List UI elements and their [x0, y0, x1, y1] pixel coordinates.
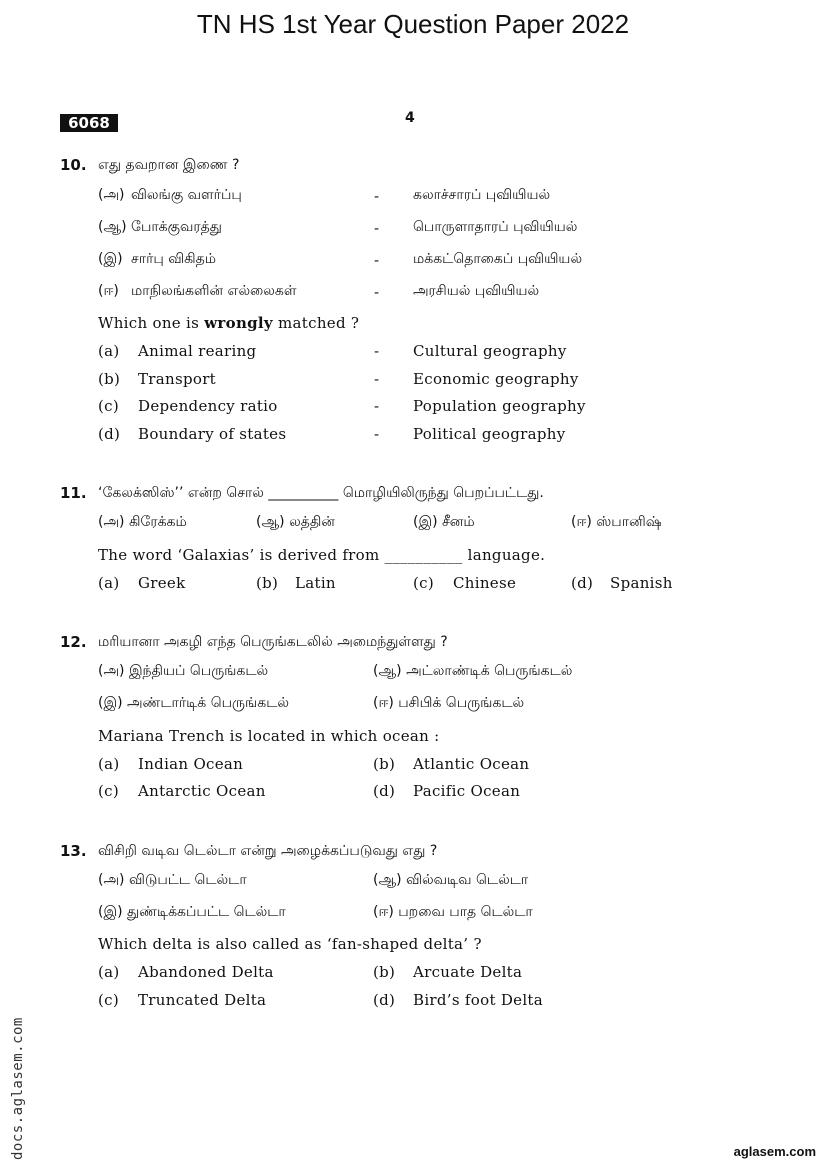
question-number: 10. — [60, 156, 87, 174]
option-text: ஸ்பானிஷ் — [596, 514, 662, 530]
dash: - — [374, 283, 380, 301]
option-label: (c) — [98, 782, 120, 800]
option-text: Abandoned Delta — [138, 963, 274, 981]
option-left: Boundary of states — [138, 425, 287, 443]
question-text-pre: Which one is — [98, 314, 205, 332]
option-text: Antarctic Ocean — [138, 782, 266, 800]
option-left: Transport — [138, 370, 217, 388]
question-text-emphasis: wrongly — [204, 314, 273, 332]
question-text-english — [98, 314, 359, 332]
option-left: விலங்கு வளர்ப்பு — [131, 187, 242, 203]
option-text: வில்வடிவ டெல்டா — [406, 872, 529, 888]
option-label: (c) — [98, 991, 120, 1009]
option-label: (c) — [98, 397, 120, 415]
option-text: Greek — [138, 574, 186, 592]
option-text: விடுபட்ட டெல்டா — [128, 872, 247, 888]
option-text: சீனம் — [442, 514, 475, 530]
option-label: (ஈ) — [571, 514, 592, 530]
option-label: (அ) — [98, 514, 125, 530]
option-label: (ஈ) — [98, 283, 119, 299]
dash: - — [374, 251, 380, 269]
option-tamil-c — [98, 695, 289, 713]
paper-code-badge: 6068 — [60, 114, 118, 132]
option-label: (அ) — [98, 187, 125, 203]
option-label: (d) — [373, 991, 396, 1009]
option-label: (a) — [98, 755, 120, 773]
option-text: Bird’s foot Delta — [413, 991, 544, 1009]
option-text: அண்டார்டிக் பெருங்கடல் — [127, 695, 289, 711]
option-text: பசிபிக் பெருங்கடல் — [398, 695, 525, 711]
option-label: (இ) — [413, 514, 438, 530]
option-label: (b) — [98, 370, 121, 388]
option-label: (ஆ) — [373, 872, 402, 888]
option-tamil-b — [256, 514, 335, 532]
option-text: லத்தின் — [289, 514, 335, 530]
option-right: கலாச்சாரப் புவியியல் — [413, 187, 551, 203]
dash: - — [374, 219, 380, 237]
option-label: (ஆ) — [256, 514, 285, 530]
dash: - — [374, 342, 380, 360]
option-label: (b) — [256, 574, 279, 592]
option-label: (இ) — [98, 904, 123, 920]
footer-brand-link[interactable]: aglasem.com — [733, 1144, 816, 1159]
page-title: TN HS 1st Year Question Paper 2022 — [196, 9, 630, 39]
dash: - — [374, 425, 380, 443]
option-tamil-b — [373, 663, 572, 681]
option-text: Spanish — [610, 574, 673, 592]
option-text: இந்தியப் பெருங்கடல் — [128, 663, 269, 679]
dash: - — [374, 187, 380, 205]
question-text-tamil: ‘கேலக்ஸிஸ்’’ என்ற சொல் __________ மொழியிலிருந்து பெறப்பட்டது. — [98, 485, 544, 501]
option-label: (a) — [98, 342, 120, 360]
option-left: Animal rearing — [138, 342, 257, 360]
option-label: (இ) — [98, 251, 123, 267]
question-text-english: The word ‘Galaxias’ is derived from __________ language. — [98, 546, 546, 564]
option-label: (b) — [373, 963, 396, 981]
question-number: 11. — [60, 484, 87, 502]
option-text: Chinese — [453, 574, 517, 592]
option-left: சார்பு விகிதம் — [131, 251, 217, 267]
option-text: Arcuate Delta — [413, 963, 523, 981]
question-text-english: Which delta is also called as ‘fan-shaped delta’ ? — [98, 935, 482, 953]
option-text: பறவை பாத டெல்டா — [398, 904, 533, 920]
option-right: Population geography — [413, 397, 586, 415]
side-watermark: docs.aglasem.com — [10, 1017, 26, 1160]
option-tamil-d — [571, 514, 661, 532]
option-label: (b) — [373, 755, 396, 773]
option-tamil-a — [98, 872, 247, 890]
option-tamil-b — [373, 872, 528, 890]
option-right: Political geography — [413, 425, 566, 443]
option-tamil-c — [98, 904, 286, 922]
option-left: மாநிலங்களின் எல்லைகள் — [131, 283, 297, 299]
option-tamil-a — [98, 663, 268, 681]
question-text-tamil: விசிறி வடிவ டெல்டா என்று அழைக்கப்படுவது எது ? — [98, 843, 438, 859]
option-tamil-d — [373, 695, 524, 713]
option-label: (a) — [98, 963, 120, 981]
option-text: Atlantic Ocean — [413, 755, 530, 773]
option-text: Pacific Ocean — [413, 782, 521, 800]
question-text-tamil: மரியானா அகழி எந்த பெருங்கடலில் அமைந்துள்ளது ? — [98, 634, 448, 650]
option-label: (a) — [98, 574, 120, 592]
option-label: (அ) — [98, 872, 125, 888]
option-left: Dependency ratio — [138, 397, 278, 415]
option-label: (ஈ) — [373, 695, 394, 711]
option-text: Indian Ocean — [138, 755, 244, 773]
option-label: (c) — [413, 574, 435, 592]
question-text-english: Mariana Trench is located in which ocean : — [98, 727, 440, 745]
option-text: அட்லாண்டிக் பெருங்கடல் — [406, 663, 573, 679]
option-label: (ஆ) — [98, 219, 127, 235]
question-number: 13. — [60, 842, 87, 860]
option-label: (அ) — [98, 663, 125, 679]
page-number: 4 — [405, 110, 415, 126]
option-tamil-a — [98, 514, 187, 532]
option-label: (d) — [98, 425, 121, 443]
option-label: (இ) — [98, 695, 123, 711]
option-tamil-d — [373, 904, 533, 922]
option-label: (ஈ) — [373, 904, 394, 920]
option-left: போக்குவரத்து — [131, 219, 222, 235]
option-right: மக்கட்தொகைப் புவியியல் — [413, 251, 583, 267]
option-text: Latin — [295, 574, 336, 592]
option-text: கிரேக்கம் — [128, 514, 187, 530]
option-label: (d) — [571, 574, 594, 592]
option-label: (ஆ) — [373, 663, 402, 679]
option-text: Truncated Delta — [138, 991, 267, 1009]
question-text-tamil: எது தவறான இணை ? — [98, 157, 240, 173]
option-tamil-c — [413, 514, 475, 532]
option-right: Cultural geography — [413, 342, 567, 360]
option-label: (d) — [373, 782, 396, 800]
option-text: துண்டிக்கப்பட்ட டெல்டா — [127, 904, 286, 920]
dash: - — [374, 397, 380, 415]
question-number: 12. — [60, 633, 87, 651]
dash: - — [374, 370, 380, 388]
question-text-post: matched ? — [272, 314, 360, 332]
option-right: Economic geography — [413, 370, 579, 388]
option-right: பொருளாதாரப் புவியியல் — [413, 219, 578, 235]
option-right: அரசியல் புவியியல் — [413, 283, 540, 299]
